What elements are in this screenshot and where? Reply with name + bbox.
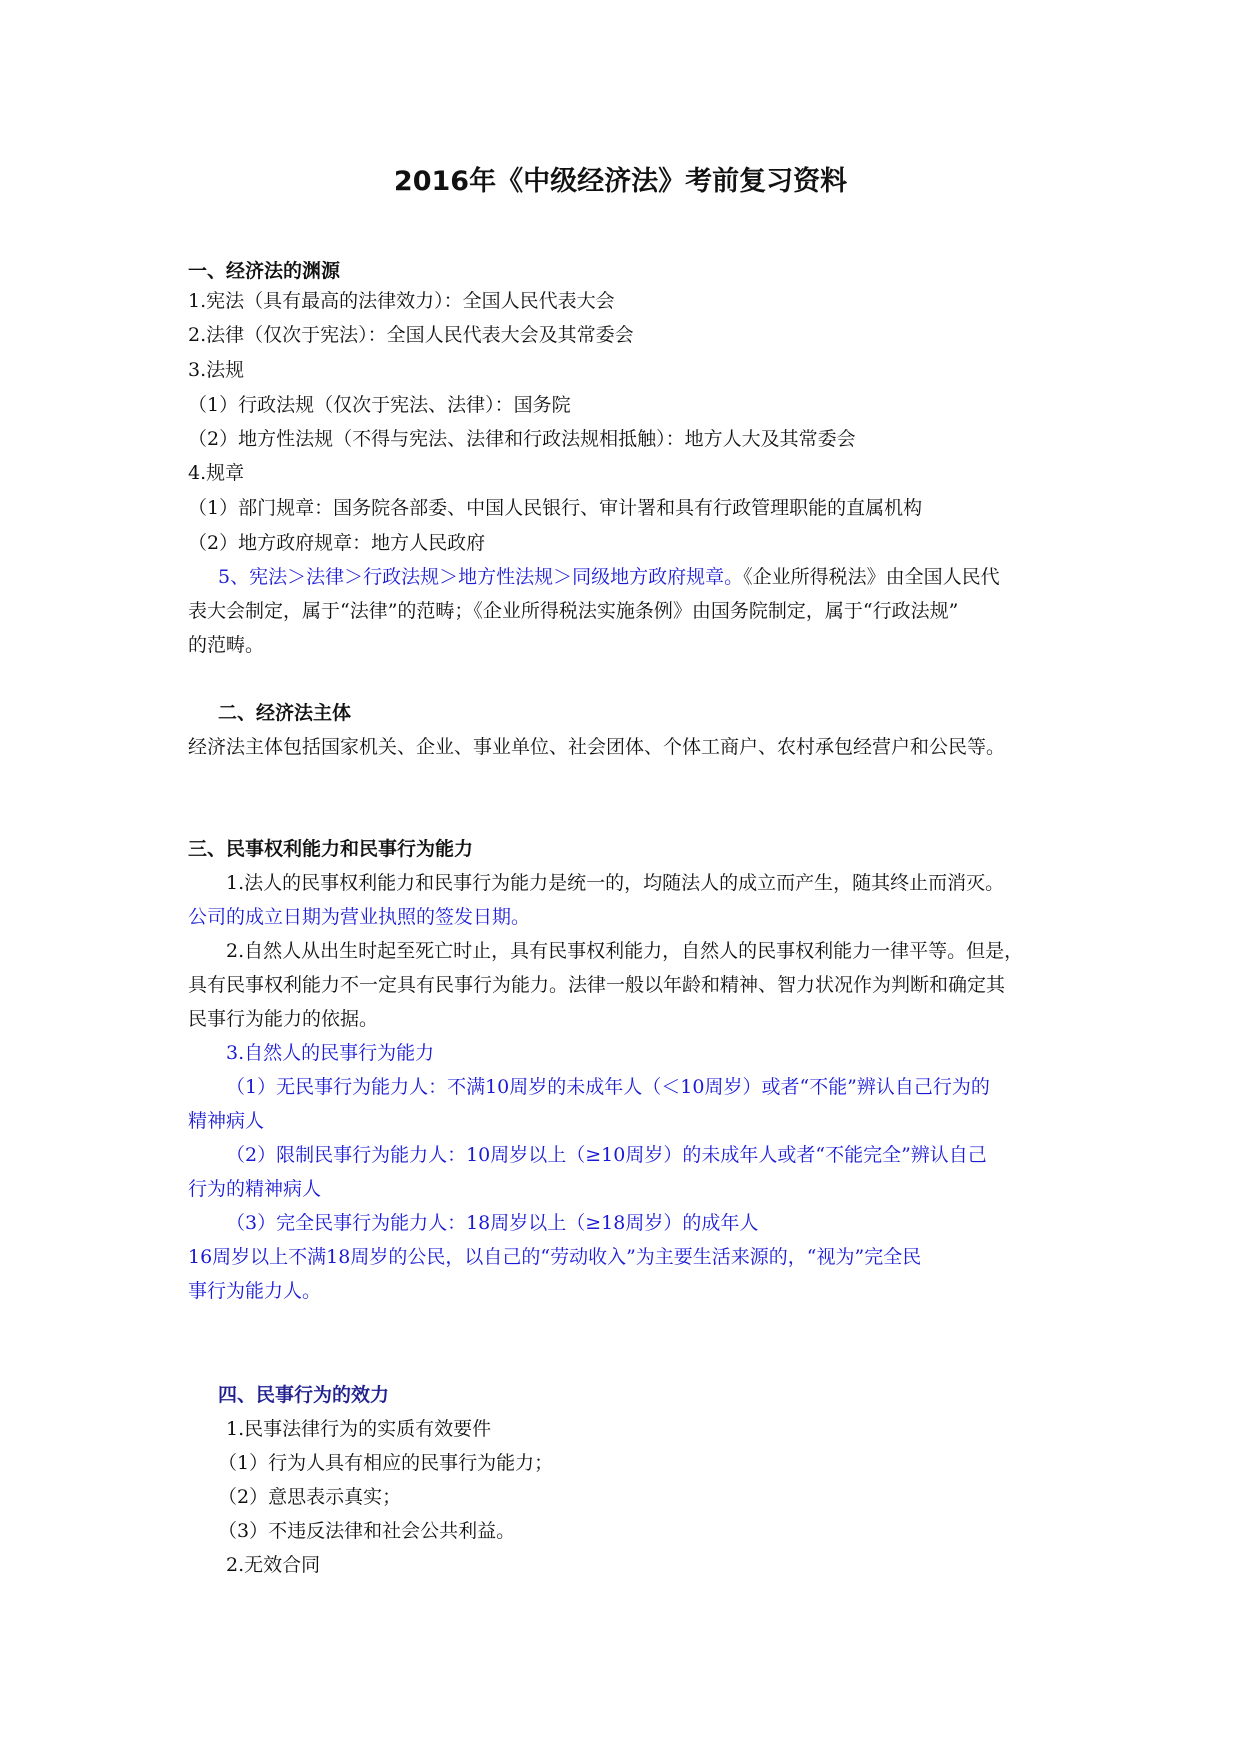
sec1-line-5: （2）地方性法规（不得与宪法、法律和行政法规相抵触）：地方人大及其常委会 — [188, 428, 856, 450]
document-title: 2016年《中级经济法》考前复习资料 — [393, 166, 848, 197]
sec3-para-2-line-2: 具有民事权利能力不一定具有民事行为能力。法律一般以年龄和精神、智力状况作为判断和确定其 — [188, 974, 1006, 996]
sec1-line-4: （1）行政法规（仅次于宪法、法律）：国务院 — [188, 394, 571, 416]
sec1-para-5-line-1 — [218, 564, 1000, 590]
sec3-para-2-line-1: 2.自然人从出生时起至死亡时止，具有民事权利能力，自然人的民事权利能力一律平等。但是， — [226, 940, 1024, 962]
hierarchy-note: 《企业所得税法》由全国人民代 — [743, 566, 1000, 588]
sec4-line-4: （3）不违反法律和社会公共利益。 — [218, 1520, 516, 1542]
sec1-para-5-line-2: 表大会制定，属于“法律”的范畴；《企业所得税法实施条例》由国务院制定，属于“行政法规” — [188, 600, 959, 622]
sec4-line-3: （2）意思表示真实； — [218, 1486, 402, 1508]
section-4-heading: 四、民事行为的效力 — [218, 1384, 390, 1406]
sec3-para-3: 3.自然人的民事行为能力 — [226, 1042, 435, 1064]
sec1-line-8: （2）地方政府规章：地方人民政府 — [188, 532, 486, 554]
sec3-item-1-line-2: 精神病人 — [188, 1110, 265, 1132]
sec3-note-line-1: 16周岁以上不满18周岁的公民，以自己的“劳动收入”为主要生活来源的，“视为”完全民 — [188, 1246, 922, 1268]
sec1-line-6: 4.规章 — [188, 462, 245, 484]
sec1-line-3: 3.法规 — [188, 359, 245, 381]
hierarchy-highlight: 5、宪法＞法律＞行政法规＞地方性法规＞同级地方政府规章。 — [218, 566, 744, 588]
sec3-item-1-line-1: （1）无民事行为能力人：不满10周岁的未成年人（＜10周岁）或者“不能”辨认自己行为的 — [226, 1076, 990, 1098]
sec3-para-2-line-3: 民事行为能力的依据。 — [188, 1008, 379, 1030]
sec1-line-7: （1）部门规章：国务院各部委、中国人民银行、审计署和具有行政管理职能的直属机构 — [188, 497, 923, 519]
sec4-line-5: 2.无效合同 — [226, 1554, 321, 1576]
sec1-line-1: 1.宪法（具有最高的法律效力）：全国人民代表大会 — [188, 290, 615, 312]
sec4-line-2: （1）行为人具有相应的民事行为能力； — [218, 1452, 554, 1474]
sec4-line-1: 1.民事法律行为的实质有效要件 — [226, 1418, 492, 1440]
section-3-heading: 三、民事权利能力和民事行为能力 — [188, 838, 474, 860]
sec3-item-2-line-2: 行为的精神病人 — [188, 1178, 322, 1200]
sec3-para-1-line-2: 公司的成立日期为营业执照的签发日期。 — [188, 906, 531, 928]
section-1-heading: 一、经济法的渊源 — [188, 260, 341, 282]
sec3-item-3: （3）完全民事行为能力人：18周岁以上（≥18周岁）的成年人 — [226, 1212, 759, 1234]
sec3-para-1-line-1: 1.法人的民事权利能力和民事行为能力是统一的，均随法人的成立而产生，随其终止而消灭。 — [226, 872, 1005, 894]
sec2-body: 经济法主体包括国家机关、企业、事业单位、社会团体、个体工商户、农村承包经营户和公民等。 — [188, 736, 1006, 758]
section-2-heading: 二、经济法主体 — [218, 702, 352, 724]
sec3-note-line-2: 事行为能力人。 — [188, 1280, 322, 1302]
sec1-line-2: 2.法律（仅次于宪法）：全国人民代表大会及其常委会 — [188, 324, 634, 346]
sec3-item-2-line-1: （2）限制民事行为能力人：10周岁以上（≥10周岁）的未成年人或者“不能完全”辨认自己 — [226, 1144, 987, 1166]
sec1-para-5-line-3: 的范畴。 — [188, 634, 265, 656]
